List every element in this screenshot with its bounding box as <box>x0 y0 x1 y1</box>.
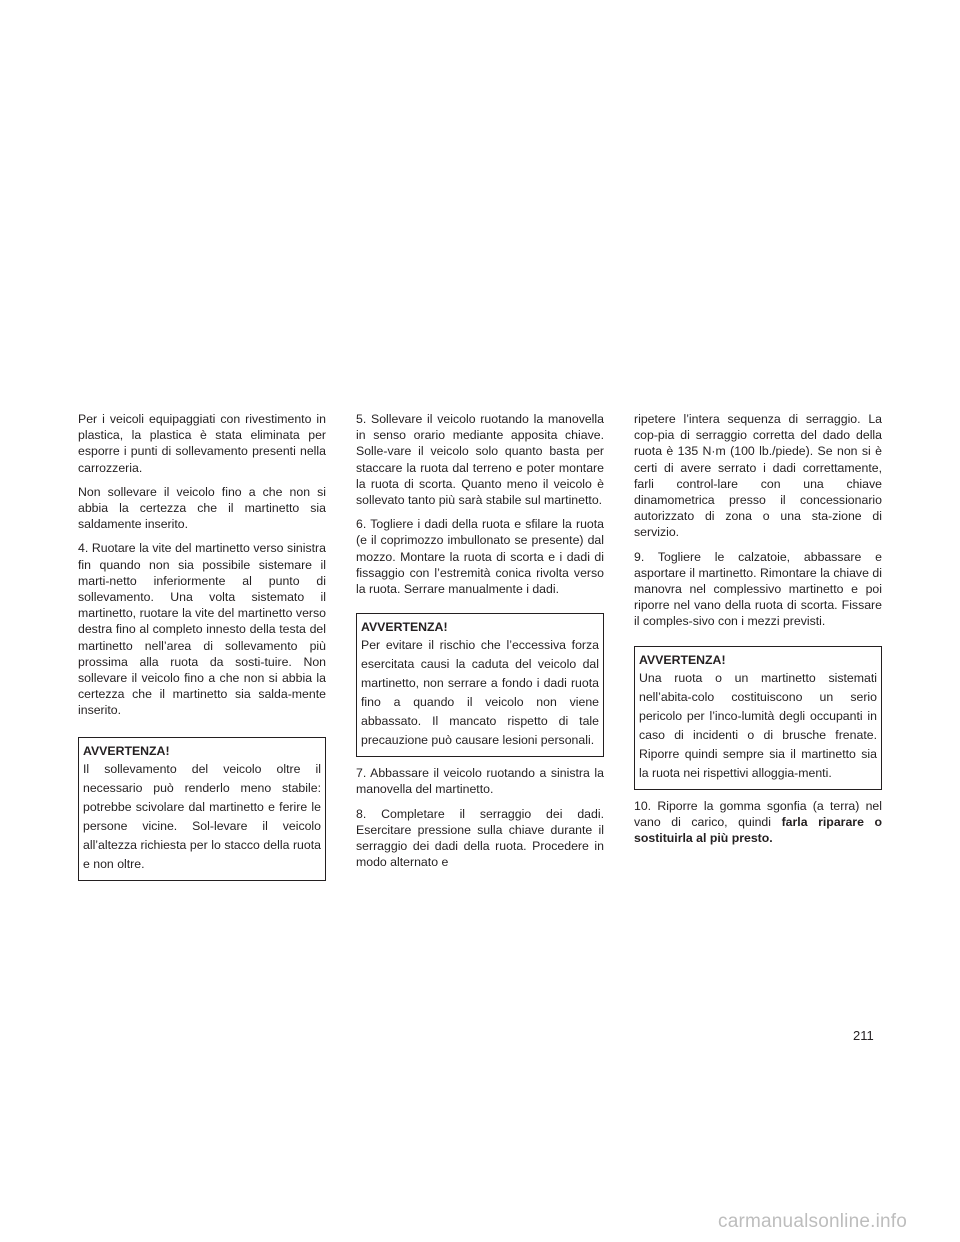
warning-body: Per evitare il rischio che l’eccessiva forza esercitata causi la caduta del veicolo dal martinetto, non serrare a fondo i dadi ruota fino a quando il veicolo non viene abbassato. Il mancato rispetto di tale precauzione può causare lesioni personali. <box>361 638 599 748</box>
paragraph-step-10 <box>634 798 882 847</box>
text-column-2 <box>356 411 604 878</box>
warning-body: Una ruota o un martinetto sistemati nell’abita-colo costituiscono un serio pericolo per l’inco-lumità degli occupanti in caso di incidenti o di brusche frenate. Riporre quindi sempre sia il martinetto sia la ruota nei rispettivi alloggia-menti. <box>639 670 877 780</box>
warning-title: AVVERTENZA! <box>83 743 170 758</box>
warning-title: AVVERTENZA! <box>361 620 448 635</box>
warning-box-lifting <box>78 737 326 881</box>
paragraph-step-4: 4. Ruotare la vite del martinetto verso sinistra fin quando non sia possibile sistemare il marti-netto inferiormente al punto di sollevamento. Una volta sistemato il martinetto, ruotare la vite del martinetto verso destra fino al completo innesto della testa del martinetto nell’area di sollevamento più prossima alla ruota da sosti-tuire. Non sollevare il veicolo fino a che non si abbia la certezza che il martinetto sia salda-mente inserito. <box>78 541 326 718</box>
text-column-1 <box>78 411 326 889</box>
warning-body: Il sollevamento del veicolo oltre il necessario può renderlo meno stabile: potrebbe scivolare dal martinetto e ferire le persone vicine. Sol-levare il veicolo all’altezza richiesta per lo stacco della ruota e non oltre. <box>83 761 321 871</box>
text-column-3 <box>634 411 882 854</box>
step-10-emphasis: farla riparare o sostituirla al più presto. <box>634 814 882 846</box>
warning-box-stowage <box>634 646 882 790</box>
paragraph-step-7: 7. Abbassare il veicolo ruotando a sinistra la manovella del martinetto. <box>356 766 604 797</box>
paragraph-jack-secure: Non sollevare il veicolo fino a che non si abbia la certezza che il martinetto sia saldamente inserito. <box>78 484 326 532</box>
paragraph-step-6: 6. Togliere i dadi della ruota e sfilare la ruota (e il coprimozzo imbullonato se presente) dal mozzo. Montare la ruota di scorta e i dadi di fissaggio con l’estremità conica rivolta verso la ruota. Serrare manualmente i dadi. <box>356 517 604 597</box>
paragraph-step-9: 9. Togliere le calzatoie, abbassare e asportare il martinetto. Rimontare la chiave di manovra nel complessivo martinetto e poi riporre nel vano della ruota di scorta. Fissare il comples-sivo con i mezzi previsti. <box>634 549 882 629</box>
warning-title: AVVERTENZA! <box>639 652 726 667</box>
paragraph-step-5: 5. Sollevare il veicolo ruotando la manovella in senso orario mediante apposita chiave. Solle-vare il veicolo solo quanto basta per staccare la ruota dal terreno e poter montare la ruota di scorta. Quanto meno il veicolo è sollevato tanto più sarà stabile sul martinetto. <box>356 412 604 508</box>
warning-box-nuts <box>356 613 604 757</box>
page-number: 211 <box>853 1028 874 1043</box>
paragraph-step-8: 8. Completare il serraggio dei dadi. Esercitare pressione sulla chiave durante il serraggio dei dadi della ruota. Procedere in modo alternato e <box>356 806 604 870</box>
paragraph-plastic-trim: Per i veicoli equipaggiati con rivestimento in plastica, la plastica è stata eliminata per esporre i punti di sollevamento presenti nella carrozzeria. <box>78 412 326 475</box>
watermark: carmanualsonline.info <box>718 1211 908 1232</box>
step-10-text: 10. Riporre la gomma sgonfia (a terra) nel vano di carico, quindi <box>634 798 882 829</box>
paragraph-torque: ripetere l’intera sequenza di serraggio. La cop-pia di serraggio corretta del dado della ruota è 135 N·m (100 lb./piede). Se non si è certi di avere serrato i dadi correttamente, farli control-lare con una chiave dinamometrica presso il concessionario autorizzato di zona o una sta-zione di servizio. <box>634 412 882 540</box>
